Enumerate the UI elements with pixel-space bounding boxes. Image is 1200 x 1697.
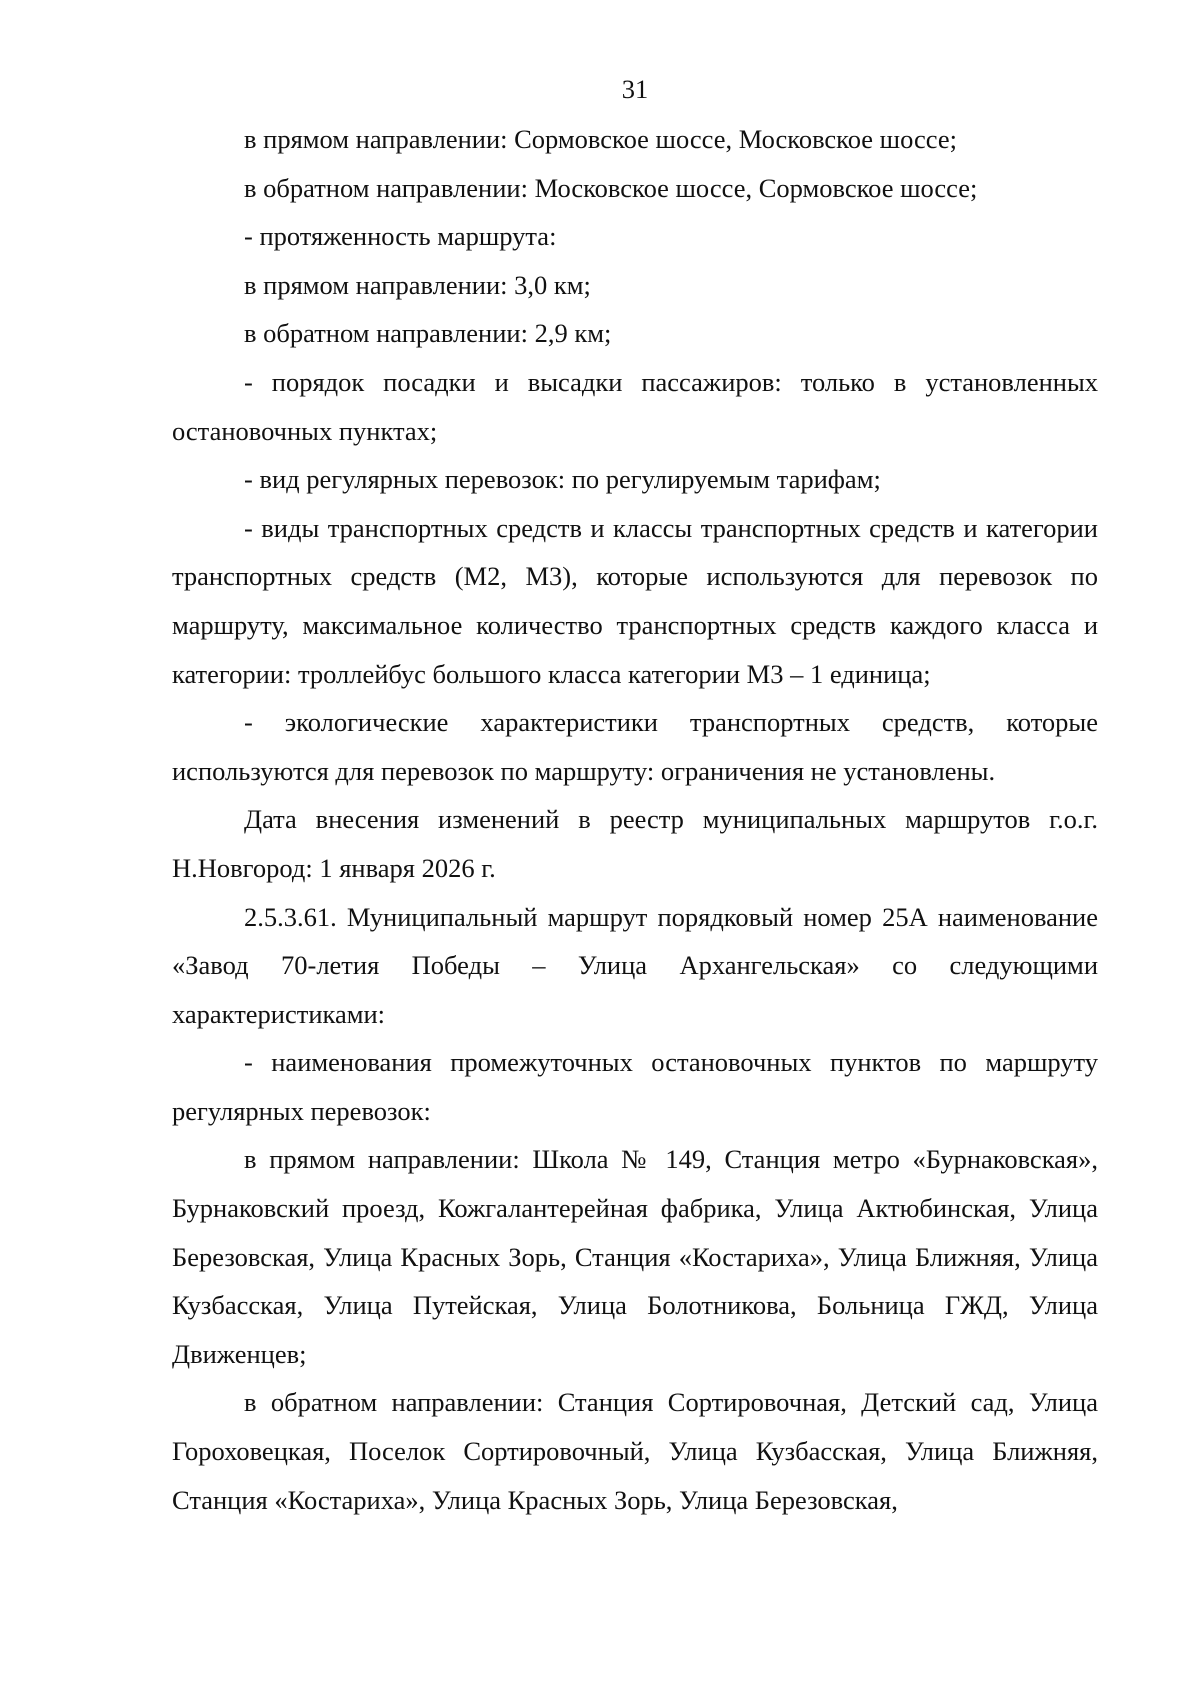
paragraph-intermediate-stops-heading: - наименования промежуточных остановочных пунктов по маршруту регулярных перевозок: (172, 1047, 1098, 1126)
paragraph-backward-stops: в обратном направлении: Станция Сортировочная, Детский сад, Улица Гороховецкая, Поселок Сортировочный, Улица Кузбасская, Улица Ближняя, Станция «Костариха», Улица Красных Зорь, Улица Березовская, (172, 1387, 1098, 1515)
paragraph-change-date: Дата внесения изменений в реестр муниципальных маршрутов г.о.г. Н.Новгород: 1 января 2026 г. (172, 804, 1098, 883)
paragraph-boarding-order: - порядок посадки и высадки пассажиров: только в установленных остановочных пунктах; (172, 366, 1098, 446)
paragraph-transport-type: - вид регулярных перевозок: по регулируемым тарифам; (244, 464, 881, 495)
paragraph-route-length-heading: - протяженность маршрута: (244, 221, 557, 252)
page-number: 31 (621, 74, 649, 104)
paragraph-forward-streets: в прямом направлении: Сормовское шоссе, Московское шоссе; (244, 124, 957, 154)
paragraph-forward-stops: в прямом направлении: Школа № 149, Станция метро «Бурнаковская», Бурнаковский проезд, Кожгалантерейная фабрика, Улица Актюбинская, Улица Березовская, Улица Красных Зорь, Станция «Костариха», Улица Ближняя, Улица Кузбасская, Улица Путейская, Улица Болотникова, Больница ГЖД, Улица Движенцев; (172, 1144, 1098, 1369)
paragraph-route-25a-heading: 2.5.3.61. Муниципальный маршрут порядковый номер 25А наименование «Завод 70-летия Победы – Улица Архангельская» со следующими характеристиками: (172, 901, 1098, 1029)
document-body (172, 115, 1098, 1524)
paragraph-backward-length: в обратном направлении: 2,9 км; (244, 318, 612, 349)
paragraph-ecological-characteristics: - экологические характеристики транспортных средств, которые используются для перевозок по маршруту: ограничения не установлены. (172, 707, 1098, 786)
paragraph-backward-streets: в обратном направлении: Московское шоссе, Сормовское шоссе; (244, 172, 978, 203)
paragraph-vehicle-classes: - виды транспортных средств и классы транспортных средств и категории транспортных средств (М2, М3), которые используются для перевозок по маршруту, максимальное количество транспортных средств каждого класса и категории: троллейбус большого класса категории М3 – 1 единица; (172, 512, 1098, 689)
paragraph-forward-length: в прямом направлении: 3,0 км; (244, 269, 591, 300)
